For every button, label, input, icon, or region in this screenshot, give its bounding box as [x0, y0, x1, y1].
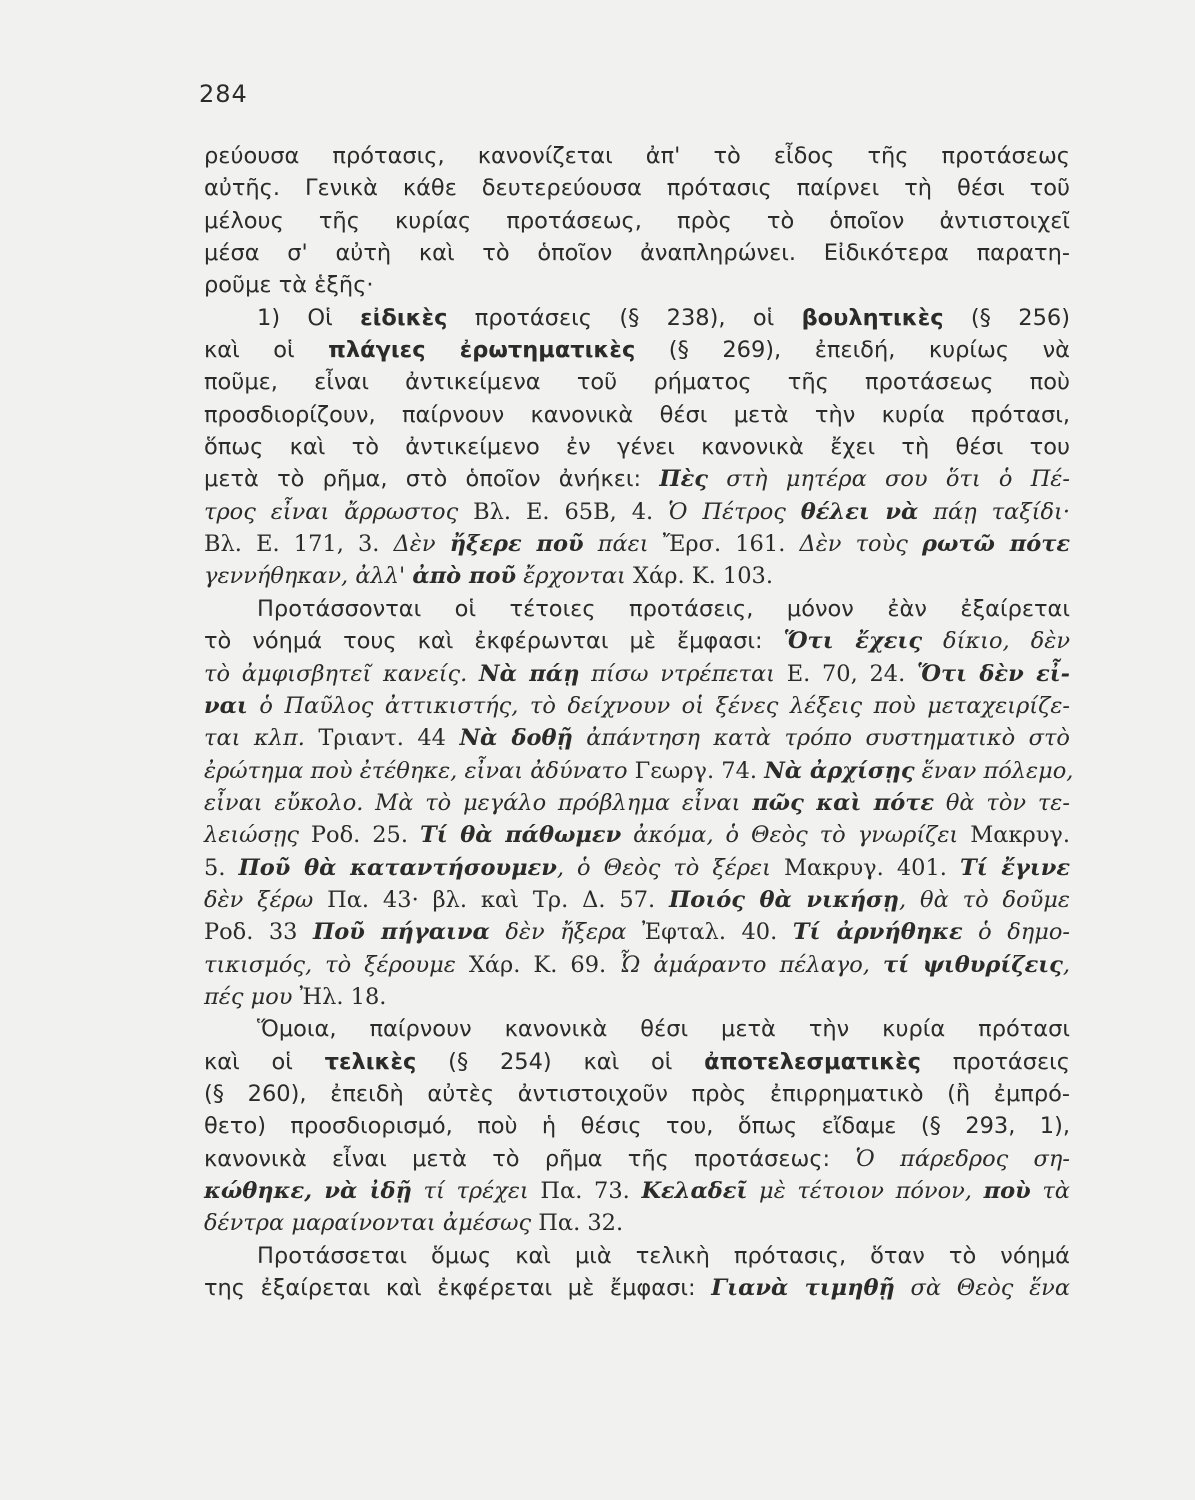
text-span: δέντρα μαραίνονται ἀμέσως	[204, 1210, 539, 1237]
text-span: Βλ. Ε. 171, 3.	[204, 531, 394, 558]
emphasized-text: Τί θὰ πάθωμεν	[419, 822, 622, 849]
text-line	[204, 658, 1070, 690]
text-span: μέλους τῆς κυρίας προτάσεως, πρὸς τὸ ὁποῖον ἀντιστοιχεῖ	[204, 207, 1070, 234]
text-line	[204, 949, 1070, 981]
text-span: Ἐφταλ. 40.	[641, 919, 793, 946]
text-line	[204, 1143, 1070, 1175]
text-span: Ἔρσ. 161.	[662, 531, 800, 558]
text-line	[204, 819, 1070, 851]
text-line	[204, 755, 1074, 787]
text-span: Γεωργ. 74.	[634, 757, 765, 784]
text-span: προτάσεις	[921, 1048, 1070, 1075]
text-line	[204, 1272, 1070, 1304]
emphasized-text: Ὅτι δὲν εἶ-	[917, 660, 1071, 687]
emphasized-text: Γιανὰ τιμηθῇ	[711, 1275, 895, 1302]
text-span: Μακρυγ. 401.	[783, 854, 960, 881]
emphasized-text: Ποιός θὰ νικήσῃ	[669, 886, 900, 913]
text-span: ὁ δημο-	[962, 919, 1070, 946]
text-line	[204, 496, 1070, 528]
text-span: καὶ οἱ	[204, 337, 329, 364]
emphasized-text: Νὰ ἀρχίσῃς	[764, 757, 915, 784]
text-span: Χάρ. Κ. 103.	[633, 563, 773, 590]
text-span: , θὰ τὸ δοῦμε	[899, 886, 1070, 913]
emphasized-text: Ποῦ θὰ καταντήσουμεν	[238, 854, 557, 881]
text-span: Δὲν τοὺς	[799, 531, 922, 558]
text-span: 5.	[204, 854, 239, 881]
text-span: Ε. 70, 24.	[786, 660, 917, 687]
page-number: 284	[199, 80, 248, 108]
emphasized-text: Τί ἔγινε	[959, 854, 1071, 881]
text-line	[204, 172, 1070, 204]
text-line	[204, 302, 1070, 334]
text-span: τί τρέχει	[411, 1178, 541, 1204]
emphasized-text: ἀποτελεσματικὲς	[704, 1048, 921, 1075]
text-line	[204, 916, 1070, 948]
text-span: ἀπάντηση κατὰ τρόπο συστηματικὸ στὸ	[572, 725, 1070, 752]
text-line	[204, 1175, 1070, 1207]
text-span: Τριαντ. 44	[318, 725, 460, 752]
text-span: ἀκόμα, ὁ Θεὸς τὸ γνωρίζει	[621, 822, 971, 849]
emphasized-text: θέλει νὰ	[800, 498, 919, 525]
text-span: Δὲν	[393, 531, 450, 558]
text-span: πίσω ντρέπεται	[579, 660, 787, 687]
text-span: τὸ νόημά τους καὶ ἐκφέρωνται μὲ ἔμφασι:	[204, 628, 784, 655]
text-line	[204, 1240, 1070, 1272]
text-span: στὴ μητέρα σου ὅτι ὁ Πέ-	[707, 466, 1070, 493]
text-span: σὰ Θεὸς ἕνα	[894, 1275, 1071, 1302]
text-span: ὅπως καὶ τὸ ἀντικείμενο ἐν γένει κανονικὰ ἔχει τὴ θέσι του	[204, 434, 1070, 461]
text-span: ρεύουσα πρότασις, κανονίζεται ἀπ' τὸ εἶδος τῆς προτάσεως	[204, 143, 1070, 169]
emphasized-text: πῶς καὶ πότε	[752, 789, 935, 816]
text-span: γεννήθηκαν, ἀλλ'	[204, 563, 413, 590]
text-span: λειώσῃς	[204, 822, 311, 849]
text-span: Ροδ. 33	[204, 919, 313, 946]
text-span: μὲ τέτοιον πόνον,	[747, 1178, 984, 1204]
text-span: δὲν ξέρω	[204, 886, 328, 913]
text-span: τὰ	[1030, 1178, 1070, 1204]
text-line	[204, 593, 1070, 625]
emphasized-text: Τί ἀρνήθηκε	[792, 919, 963, 946]
text-span: 1) Οἱ	[257, 304, 361, 331]
text-span: αὐτῆς. Γενικὰ κάθε δευτερεύουσα πρότασις παίρνει τὴ θέσι τοῦ	[204, 175, 1070, 202]
text-line	[204, 366, 1070, 398]
text-span: εἶναι εὔκολο. Μὰ τὸ μεγάλο πρόβλημα εἶναι	[204, 789, 753, 816]
emphasized-text: Νὰ δοθῇ	[459, 725, 573, 752]
text-line	[204, 463, 1070, 495]
text-span: καὶ οἱ	[204, 1048, 325, 1075]
text-line	[204, 1046, 1070, 1078]
text-span: Πα. 73.	[540, 1178, 642, 1204]
emphasized-text: κώθηκε, νὰ ἰδῇ	[204, 1178, 412, 1204]
text-line	[204, 884, 1070, 916]
text-line	[204, 528, 1070, 560]
text-line	[204, 560, 1070, 592]
text-line	[204, 1078, 1070, 1110]
text-line	[204, 1110, 1070, 1142]
text-span: ὁ Παῦλος ἀττικιστής, τὸ δείχνουν οἱ ξένες λέξεις ποὺ μεταχειρίζε-	[247, 692, 1070, 719]
emphasized-text: Πὲς	[659, 466, 708, 493]
text-line	[204, 269, 1070, 301]
emphasized-text: Κελαδεῖ	[641, 1178, 748, 1204]
emphasized-text: τελικὲς	[324, 1048, 417, 1075]
text-span: τὸ ἀμφισβητεῖ κανείς.	[204, 660, 480, 687]
text-line	[204, 399, 1070, 431]
text-span: κανονικὰ εἶναι μετὰ τὸ ρῆμα τῆς προτάσεως:	[204, 1145, 856, 1172]
text-line	[204, 981, 1070, 1013]
emphasized-text: ναι	[204, 692, 248, 719]
text-line	[204, 787, 1070, 819]
text-span: θετο) προσδιορισμό, ποὺ ἡ θέσις του, ὅπως εἴδαμε (§ 293, 1),	[204, 1113, 1070, 1140]
text-line	[204, 852, 1070, 884]
text-span: της ἐξαίρεται καὶ ἐκφέρεται μὲ ἔμφασι:	[204, 1275, 712, 1302]
text-span: Ροδ. 25.	[310, 822, 420, 849]
text-span: , ὁ Θεὸς τὸ ξέρει	[556, 854, 784, 881]
text-line	[204, 237, 1070, 269]
text-span: προσδιορίζουν, παίρνουν κανονικὰ θέσι μετὰ τὴν κυρία πρότασι,	[204, 401, 1070, 428]
text-span: μέσα σ' αὐτὴ καὶ τὸ ὁποῖον ἀναπληρώνει. Εἰδικότερα παρατη-	[204, 240, 1070, 267]
text-span: Ὁ πάρεδρος ση-	[855, 1145, 1070, 1172]
emphasized-text: ρωτῶ πότε	[921, 531, 1071, 558]
text-span: (§ 269), ἐπειδή, κυρίως νὰ	[635, 337, 1070, 364]
text-span: ἐρώτημα ποὺ ἐτέθηκε, εἶναι ἀδύνατο	[204, 757, 635, 784]
text-span: Προτάσσονται οἱ τέτοιες προτάσεις, μόνον ἐὰν ἐξαίρεται	[257, 595, 1070, 622]
emphasized-text: εἰδικὲς	[360, 304, 448, 331]
emphasized-text: ἀπὸ ποῦ	[412, 563, 517, 590]
text-span: ποῦμε, εἶναι ἀντικείμενα τοῦ ρήματος τῆς προτάσεως ποὺ	[204, 369, 1070, 396]
text-line	[204, 1013, 1070, 1045]
text-span: ται κλπ.	[204, 725, 319, 752]
emphasized-text: Ποῦ πήγαινα	[312, 919, 490, 946]
text-span: τικισμός, τὸ ξέρουμε	[204, 951, 469, 978]
text-span: προτάσεις (§ 238), οἱ	[447, 304, 802, 331]
body-text	[204, 140, 1074, 1304]
text-span: Ὁ Πέτρος	[668, 498, 801, 525]
text-span: μετὰ τὸ ρῆμα, στὸ ὁποῖον ἀνήκει:	[204, 466, 660, 493]
text-line	[204, 431, 1070, 463]
emphasized-text: Ὅτι ἔχεις	[783, 628, 923, 655]
text-line	[204, 1207, 1070, 1239]
text-span: Μακρυγ.	[970, 822, 1070, 849]
text-span: Ὦ ἀμάραντο πέλαγο,	[619, 951, 883, 978]
text-span: ,	[1062, 951, 1070, 978]
text-line	[204, 205, 1070, 237]
text-span: (§ 254) καὶ οἱ	[416, 1048, 705, 1075]
text-span: Ἠλ. 18.	[299, 983, 387, 1010]
text-span: ροῦμε τὰ ἑξῆς·	[204, 272, 374, 299]
text-span: τρος εἶναι ἄρρωστος	[204, 498, 459, 525]
text-span: (§ 256)	[943, 304, 1070, 331]
emphasized-text: πλάγιες ἐρωτηματικὲς	[328, 337, 636, 364]
text-span: δὲν ἤξερα	[489, 919, 642, 946]
text-span: Προτάσσεται ὅμως καὶ μιὰ τελικὴ πρότασις, ὅταν τὸ νόημά	[257, 1242, 1070, 1269]
emphasized-text: ποὺ	[983, 1178, 1031, 1204]
text-span: πάει	[583, 531, 663, 558]
text-span: πάῃ ταξίδι·	[918, 498, 1070, 525]
text-line	[204, 140, 1070, 172]
text-span: Ὅμοια, παίρνουν κανονικὰ θέσι μετὰ τὴν κυρία πρότασι	[257, 1016, 1070, 1043]
emphasized-text: τί ψιθυρίζεις	[882, 951, 1063, 978]
text-line	[204, 722, 1070, 754]
text-span: Πα. 43· βλ. καὶ Τρ. Δ. 57.	[327, 886, 670, 913]
emphasized-text: Νὰ πάῃ	[479, 660, 580, 687]
text-line	[204, 625, 1070, 657]
emphasized-text: ἤξερε ποῦ	[449, 531, 584, 558]
text-line	[204, 690, 1070, 722]
text-span: Βλ. Ε. 65Β, 4.	[458, 498, 669, 525]
emphasized-text: βουλητικὲς	[801, 304, 944, 331]
text-span: πές μου	[204, 983, 300, 1010]
text-span: δίκιο, δὲν	[922, 628, 1070, 655]
text-span: Πα. 32.	[538, 1210, 624, 1237]
text-span: (§ 260), ἐπειδὴ αὐτὲς ἀντιστοιχοῦν πρὸς ἐπιρρηματικὸ (ἢ ἐμπρό-	[204, 1080, 1070, 1107]
text-span: θὰ τὸν τε-	[934, 789, 1070, 816]
text-line	[204, 334, 1070, 366]
text-span: ἔρχονται	[516, 563, 634, 590]
text-span: Χάρ. Κ. 69.	[468, 951, 620, 978]
text-span: ἕναν πόλεμο,	[914, 757, 1074, 784]
